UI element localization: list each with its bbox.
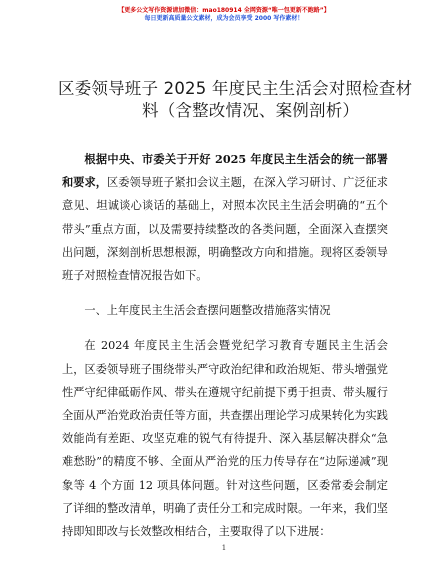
section-paragraph: 在 2024 年度民主生活会暨党纪学习教育专题民主生活会上，区委领导班子围绕带头严守政治纪律和政治规矩、带头增强党性严守纪律砥砺作风、带头在遵规守纪前提下勇于担责、带头履行全面从严治党政治责任等方面，共查摆出理论学习成果转化为实践效能尚有差距、攻坚克难的锐气有待提升、深入基层解决群众“急难愁盼”的精度不够、全面从严治党的压力传导存在“边际递减”现象等 4 个方面 12 项具体问题。针对这些问题，区委常委会制定了详细的整改清单，明确了责任分工和完成时限。一年来，我们坚持即知即改与长效整改相结合，主要取得了以下进展： — [62, 339, 388, 539]
page-number: 1 — [221, 544, 227, 552]
intro-paragraph — [62, 148, 388, 287]
document-title — [58, 78, 413, 122]
promo-banner-line2: 每日更新高质量公文素材，成为会员享受 2000 写作素材！ — [144, 15, 304, 22]
promo-banner-line1: 【更多公文写作资源请加微信：mao180914 全网资源“唯一包更新不跑路”】 — [118, 7, 330, 14]
document-body — [62, 148, 388, 543]
intro-text: 区委领导班子紧扣会议主题，在深入学习研讨、广泛征求意见、坦诚谈心谈话的基础上，对照本次民主生活会明确的“五个带头”重点方面，以及需要持续整改的各类问题，全面深入查摆突出问题，深刻剖析思想根源，明确整改方向和措施。现将区委领导班子对照检查情况报告如下。 — [62, 176, 388, 283]
intro-lead-bold: 根据中央、市委关于开好 2025 年度民主生活会的统一部署和要求， — [62, 152, 388, 190]
promo-banner — [0, 7, 448, 23]
document-title-line1: 区委领导班子 2025 年度民主生活会对照检查材 — [58, 79, 413, 98]
document-title-line2: 料（含整改情况、案例剖析） — [142, 101, 360, 120]
section-heading: 一、上年度民主生活会查摆问题整改措施落实情况 — [84, 304, 331, 318]
